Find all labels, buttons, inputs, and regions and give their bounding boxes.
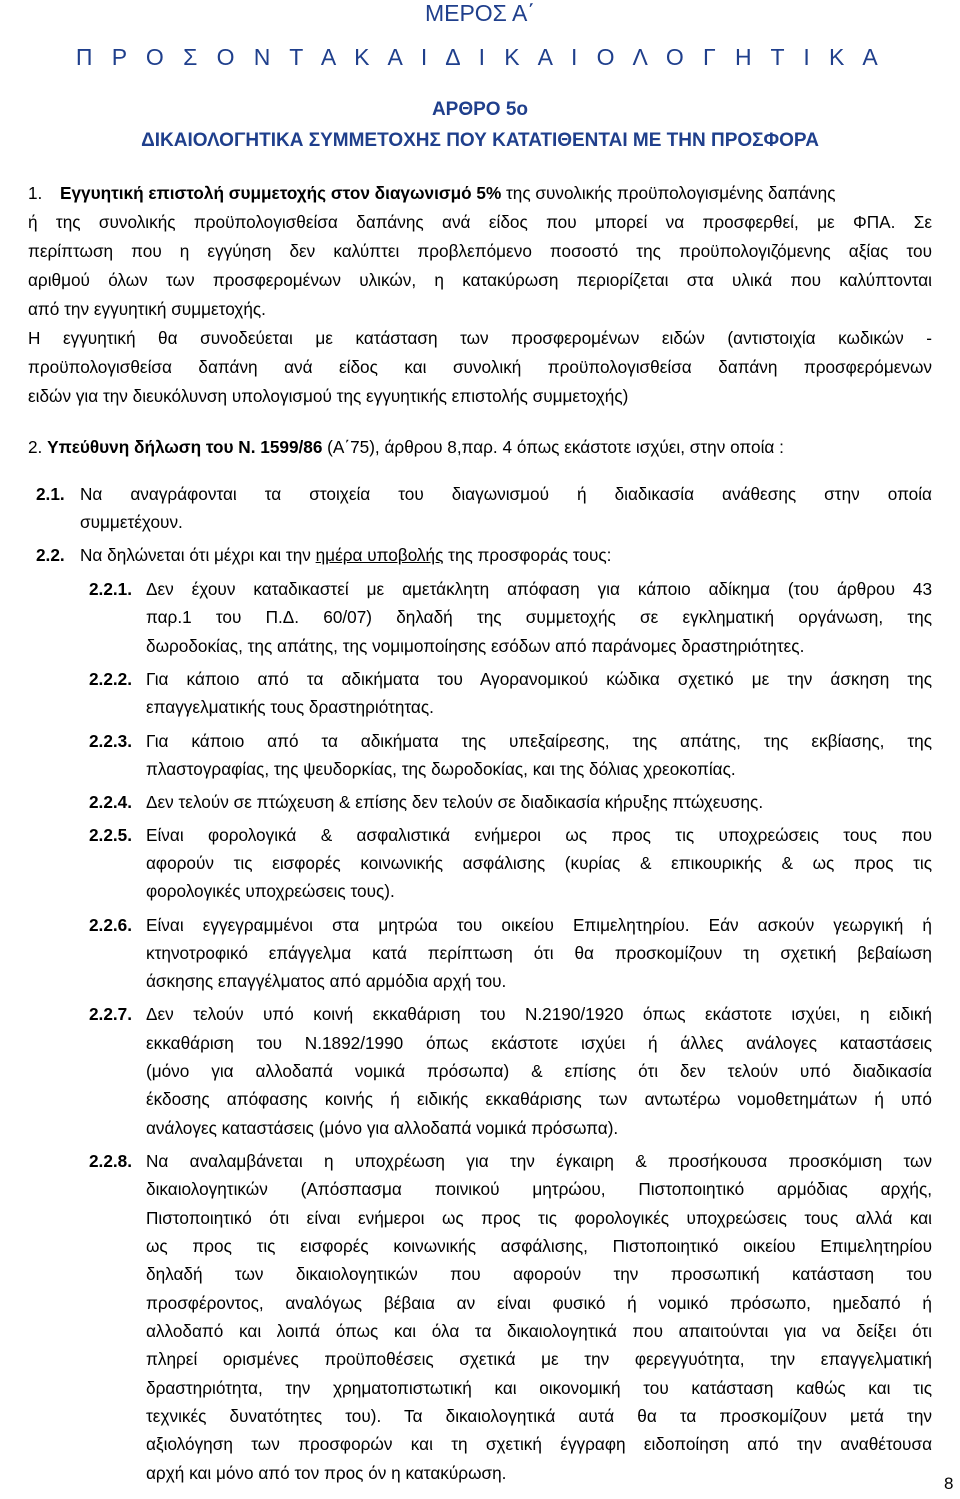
item-2-2-8-line-3: Πιστοποιητικό ότι είναι ενήμεροι ως προς τις φορολογικές υποχρεώσεις τους αλλά και <box>146 1208 932 1228</box>
item-2-2-2-line-1: Για κάποιο από τα αδικήματα του Αγορανομικού κώδικα σχετικό με την άσκηση της <box>146 669 932 689</box>
item-2-2-6-line-2: κτηνοτροφικό επάγγελμα κατά περίπτωση ότι θα προσκομίζουν τη σχετική βεβαίωση <box>146 943 932 963</box>
item-2-2-8-line-2: δικαιολογητικών (Απόσπασμα ποινικού μητρώου, Πιστοποιητικό αρμόδιας αρχής, <box>146 1179 932 1199</box>
item-2-1-number: 2.1. <box>36 484 65 504</box>
item-2-2-6-line-3: άσκησης επαγγέλματος από αρμόδια αρχή του. <box>146 971 507 991</box>
item-1-line-4: αριθμού όλων των προσφερομένων υλικών, η κατακύρωση περιορίζεται στα υλικά που καλύπτονται <box>28 270 932 290</box>
section-subtitle: Π Ρ Ο Σ Ο Ν Τ Α Κ Α Ι Δ Ι Κ Α Ι Ο Λ Ο Γ Η Τ Ι Κ Α <box>75 44 885 70</box>
item-1-line-1 <box>60 183 836 203</box>
item-2-2-7-number: 2.2.7. <box>89 1004 133 1024</box>
item-2-bold-text: Υπεύθυνη δήλωση του Ν. 1599/86 <box>47 437 323 457</box>
item-2-rest-text: (Α΄75), άρθρου 8,παρ. 4 όπως εκάστοτε ισχύει, στην οποία : <box>322 437 784 457</box>
item-2-2-1-line-3: δωροδοκίας, της απάτης, της νομιμοποίησης εσόδων από παράνομες δραστηριότητες. <box>146 636 805 656</box>
article-title: ΔΙΚΑΙΟΛΟΓΗΤΙΚΑ ΣΥΜΜΕΤΟΧΗΣ ΠΟΥ ΚΑΤΑΤΙΘΕΝΤΑΙ ΜΕ ΤΗΝ ΠΡΟΣΦΟΡΑ <box>141 130 819 151</box>
item-2-2-8-line-11: αξιολόγηση των προσφορών και τη σχετική έγγραφη ειδοποίηση από την αναθέτουσα <box>146 1434 932 1454</box>
item-1-line-5: από την εγγυητική συμμετοχής. <box>28 299 266 319</box>
item-2-2-6-line-1: Είναι εγγεγραμμένοι στα μητρώα του οικείου Επιμελητηρίου. Εάν ασκούν γεωργική ή <box>146 915 932 935</box>
item-2-2-7-line-4: έκδοσης απόφασης κοινής ή ειδικής εκκαθάρισης των αντωτέρω νομοθετημάτων ή υπό <box>146 1089 932 1109</box>
item-2-2-7-line-1: Δεν τελούν υπό κοινή εκκαθάριση του Ν.2190/1920 όπως εκάστοτε ισχύει, η ειδική <box>146 1004 932 1024</box>
article-number: ΑΡΘΡΟ 5ο <box>431 99 529 120</box>
item-2-2-7-line-3: (μόνο για αλλοδαπά νομικά πρόσωπα) & επίσης ότι δεν τελούν υπό διαδικασία <box>146 1061 932 1081</box>
item-2-2-8-line-5: δηλαδή των δικαιολογητικών που αφορούν την προσωπική κατάσταση του <box>146 1264 932 1284</box>
item-2-2-8-line-1: Να αναλαμβάνεται η υποχρέωση για την έγκαιρη & προσήκουσα προσκόμιση των <box>146 1151 932 1171</box>
item-2-number: 2. <box>28 437 48 457</box>
item-2-2-1-number: 2.2.1. <box>89 579 133 599</box>
item-1-line-3: περίπτωση που η εγγύηση δεν καλύπτει προβλεπόμενο ποσοστό της προϋπολογιζόμενης αξίας του <box>28 241 932 261</box>
item-2-2-7-line-5: ανάλογες καταστάσεις (μόνο για αλλοδαπά νομικά πρόσωπα). <box>146 1118 619 1138</box>
item-1-bold-text: Εγγυητική επιστολή συμμετοχής στον διαγωνισμό 5% <box>60 183 502 203</box>
item-2-2-8-line-6: προσφέροντος, αναλόγως βέβαια αν είναι φυσικό ή νομικό πρόσωπο, ημεδαπό ή <box>146 1293 932 1313</box>
item-2-2-8-number: 2.2.8. <box>89 1151 133 1171</box>
item-1-line-8: ειδών για την διευκόλυνση υπολογισμού της εγγυητικής επιστολής συμμετοχής) <box>28 386 629 406</box>
item-2-2-5-line-1: Είναι φορολογικά & ασφαλιστικά ενήμεροι ως προς τις υποχρεώσεις τους που <box>146 825 932 845</box>
item-1-line-2: ή της συνολικής προϋπολογισθείσα δαπάνης ανά είδος που μπορεί να προσφερθεί, με ΦΠΑ. Σε <box>28 212 932 232</box>
item-2-1-line-1: Να αναγράφονται τα στοιχεία του διαγωνισμού ή διαδικασία ανάθεσης στην οποία <box>80 484 932 504</box>
item-2-2-8-line-8: πληρεί ορισμένες προϋποθέσεις σχετικά με την φερεγγυότητα, την επαγγελματική <box>146 1349 932 1369</box>
item-2-2-3-line-2: πλαστογραφίας, της ψευδορκίας, της δωροδοκίας, και της δόλιας χρεοκοπίας. <box>146 759 736 779</box>
item-2-2-1-line-2: παρ.1 του Π.Δ. 60/07) δηλαδή της συμμετοχής σε εγκληματική οργάνωση, της <box>146 607 932 627</box>
item-2-2-number: 2.2. <box>36 545 65 565</box>
item-2-2-7-line-2: εκκαθάριση του Ν.1892/1990 όπως εκάστοτε ισχύει ή άλλες ανάλογες καταστάσεις <box>146 1033 932 1053</box>
item-2-1-line-2: συμμετέχουν. <box>80 512 183 532</box>
item-2-2-8-line-10: τεχνικές δυνατότητες του). Τα δικαιολογητικά αυτά θα τα προσκομίζουν μετά την <box>146 1406 932 1426</box>
item-2-2-post-text: της προσφοράς τους: <box>443 545 612 565</box>
item-2-2-3-line-1: Για κάποιο από τα αδικήματα της υπεξαίρεσης, της απάτης, της εκβίασης, της <box>146 731 932 751</box>
item-1-line-7: προϋπολογισθείσα δαπάνη ανά είδος και συνολική προϋπολογισθείσα δαπάνη προσφερόμενων <box>28 357 932 377</box>
item-2-2-underlined-text: ημέρα υποβολής <box>315 545 444 565</box>
item-2-2-6-number: 2.2.6. <box>89 915 133 935</box>
item-2-2-line <box>80 545 611 565</box>
item-2-2-8-line-12: αρχή και μόνο από τον προς όν η κατακύρωση. <box>146 1463 507 1483</box>
item-2-2-pre-text: Να δηλώνεται ότι μέχρι και την <box>80 545 316 565</box>
item-2-2-1-line-1: Δεν έχουν καταδικαστεί με αμετάκλητη απόφαση για κάποιο αδίκημα (του άρθρου 43 <box>146 579 932 599</box>
item-2-2-3-number: 2.2.3. <box>89 731 133 751</box>
item-1-number: 1. <box>28 183 43 203</box>
item-2-2-8-line-9: δραστηριότητα, την χρηματοπιστωτική και οικονομική του κατάσταση καθώς και τις <box>146 1378 932 1398</box>
item-2-2-2-number: 2.2.2. <box>89 669 133 689</box>
page-number: 8 <box>944 1474 954 1493</box>
item-2-2-5-line-2: αφορούν τις εισφορές κοινωνικής ασφάλισης (κυρίας & επικουρικής & ως προς τις <box>146 853 932 873</box>
item-2-line <box>28 437 784 457</box>
item-2-2-4-number: 2.2.4. <box>89 792 133 812</box>
item-2-2-5-number: 2.2.5. <box>89 825 133 845</box>
item-2-2-5-line-3: φορολογικές υποχρεώσεις τους). <box>146 881 395 901</box>
item-2-2-4-line-1: Δεν τελούν σε πτώχευση & επίσης δεν τελούν σε διαδικασία κήρυξης πτώχευσης. <box>146 792 764 812</box>
item-2-2-8-line-7: αλλοδαπό και λοιπά όπως και όλα τα δικαιολογητικά που απαιτούνται για να δείξει ότι <box>146 1321 932 1341</box>
item-1-rest-text: της συνολικής προϋπολογισμένης δαπάνης <box>501 183 836 203</box>
item-1-line-6: Η εγγυητική θα συνοδεύεται με κατάσταση των προσφερομένων ειδών (αντιστοιχία κωδικών - <box>28 328 932 348</box>
part-heading: ΜΕΡΟΣ Α΄ <box>424 0 536 26</box>
item-2-2-8-line-4: ως προς τις εισφορές κοινωνικής ασφάλισης, Πιστοποιητικό οικείου Επιμελητηρίου <box>146 1236 932 1256</box>
item-2-2-2-line-2: επαγγελματικής τους δραστηριότητας. <box>146 697 434 717</box>
